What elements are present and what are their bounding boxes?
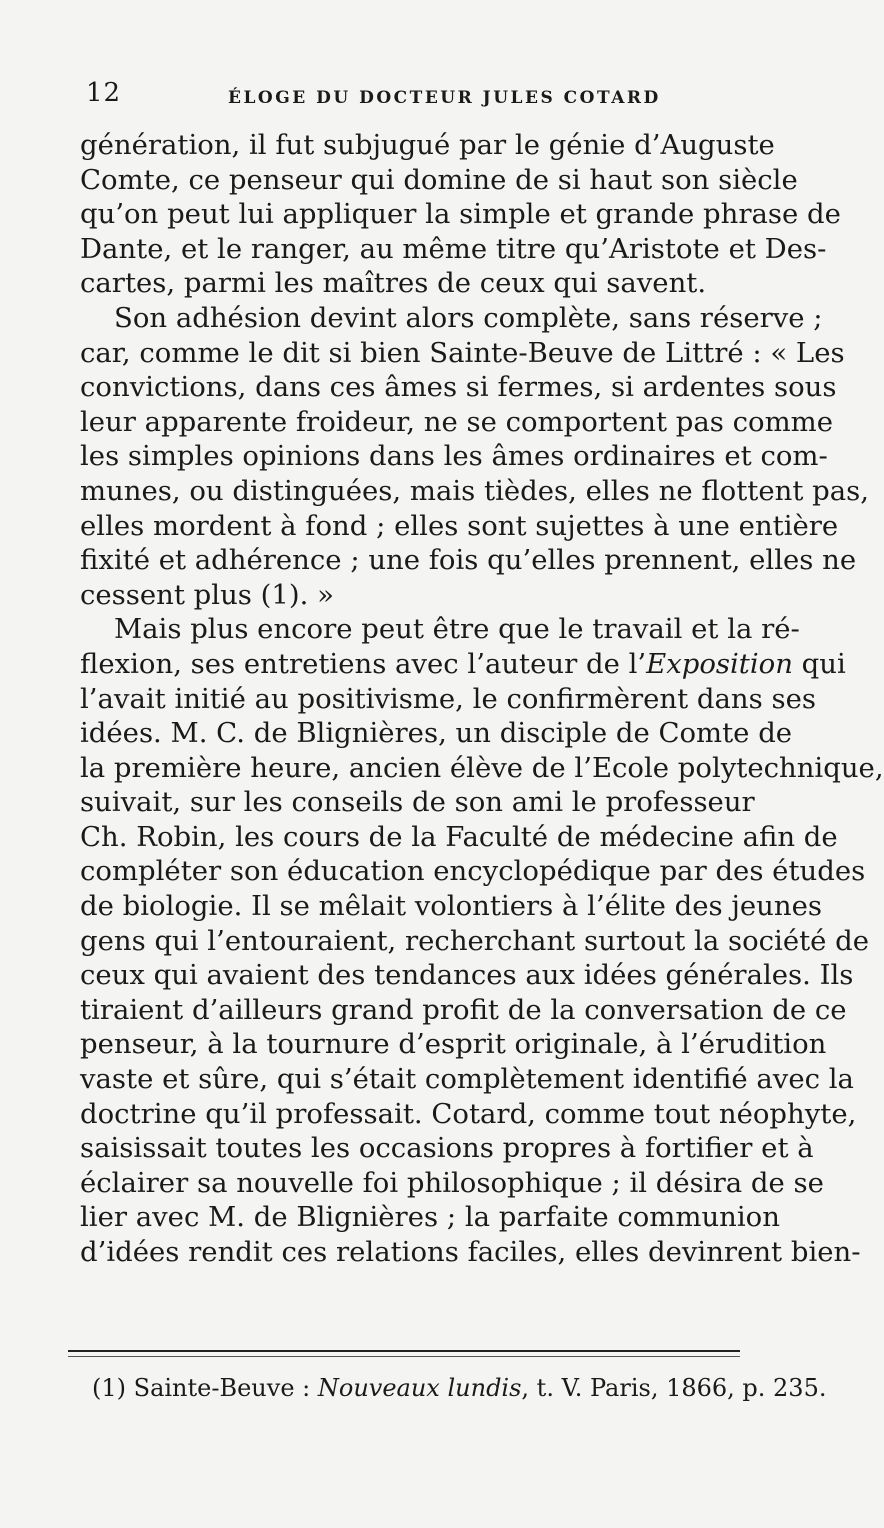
footnote	[92, 1374, 827, 1402]
text-line: Comte, ce penseur qui domine de si haut son siècle	[80, 163, 798, 196]
footnote-suffix: , t. V. Paris, 1866, p. 235.	[521, 1374, 827, 1402]
text-line: les simples opinions dans les âmes ordinaires et com-	[80, 440, 828, 473]
footnote-title: Nouveaux lundis	[317, 1374, 522, 1402]
text-line: elles mordent à fond ; elles sont sujettes à une entière	[80, 509, 839, 542]
text-segment: flexion, ses entretiens avec l’auteur de l’	[80, 647, 647, 680]
text-line: saisissait toutes les occasions propres à fortifier et à	[80, 1132, 814, 1165]
text-line: suivait, sur les conseils de son ami le professeur	[80, 786, 755, 819]
text-segment: qui	[792, 647, 846, 680]
text-line: cessent plus (1). »	[80, 578, 334, 611]
paragraph-start-line: Mais plus encore peut être que le travail et la ré-	[114, 613, 800, 646]
text-line: Dante, et le ranger, au même titre qu’Aristote et Des-	[80, 232, 827, 265]
text-line-with-italic	[80, 647, 846, 682]
text-line: gens qui l’entouraient, recherchant surtout la société de	[80, 924, 870, 957]
text-line: munes, ou distinguées, mais tièdes, elles ne flottent pas,	[80, 474, 869, 507]
text-line: leur apparente froideur, ne se comportent pas comme	[80, 405, 834, 438]
text-line: cartes, parmi les maîtres de ceux qui savent.	[80, 267, 707, 300]
text-line: qu’on peut lui appliquer la simple et grande phrase de	[80, 198, 841, 231]
page-header	[86, 78, 746, 118]
text-line: fixité et adhérence ; une fois qu’elles prennent, elles ne	[80, 544, 857, 577]
italic-title: Exposition	[646, 647, 793, 680]
text-line: ceux qui avaient des tendances aux idées générales. Ils	[80, 959, 854, 992]
text-line: de biologie. Il se mêlait volontiers à l’élite des jeunes	[80, 890, 822, 923]
text-line: doctrine qu’il professait. Cotard, comme tout néophyte,	[80, 1097, 857, 1130]
text-line: l’avait initié au positivisme, le confirmèrent dans ses	[80, 682, 816, 715]
footnote-divider-thin	[68, 1356, 740, 1357]
text-line: tiraient d’ailleurs grand profit de la conversation de ce	[80, 993, 847, 1026]
text-line: d’idées rendit ces relations faciles, elles devinrent bien-	[80, 1236, 861, 1268]
text-line: vaste et sûre, qui s’était complètement identifié avec la	[80, 1063, 854, 1096]
text-line: la première heure, ancien élève de l’Ecole polytechnique,	[80, 751, 884, 784]
text-line: Ch. Robin, les cours de la Faculté de médecine afin de	[80, 820, 838, 853]
paragraph-start-line: Son adhésion devint alors complète, sans réserve ;	[114, 301, 823, 334]
text-line: idées. M. C. de Blignières, un disciple de Comte de	[80, 717, 793, 750]
text-line: génération, il fut subjugué par le génie d’Auguste	[80, 129, 775, 161]
text-line: convictions, dans ces âmes si fermes, si ardentes sous	[80, 371, 837, 404]
page-number: 12	[86, 78, 122, 108]
running-head: ÉLOGE DU DOCTEUR JULES COTARD	[228, 88, 661, 108]
text-line: éclairer sa nouvelle foi philosophique ; il désira de se	[80, 1166, 824, 1199]
footnote-divider	[68, 1350, 740, 1352]
text-line: compléter son éducation encyclopédique par des études	[80, 855, 866, 888]
text-line: car, comme le dit si bien Sainte-Beuve de Littré : « Les	[80, 336, 845, 369]
text-line: penseur, à la tournure d’esprit originale, à l’érudition	[80, 1028, 827, 1061]
text-line: lier avec M. de Blignières ; la parfaite communion	[80, 1201, 780, 1234]
body-text	[80, 128, 884, 1270]
footnote-prefix: (1) Sainte-Beuve :	[92, 1374, 318, 1402]
